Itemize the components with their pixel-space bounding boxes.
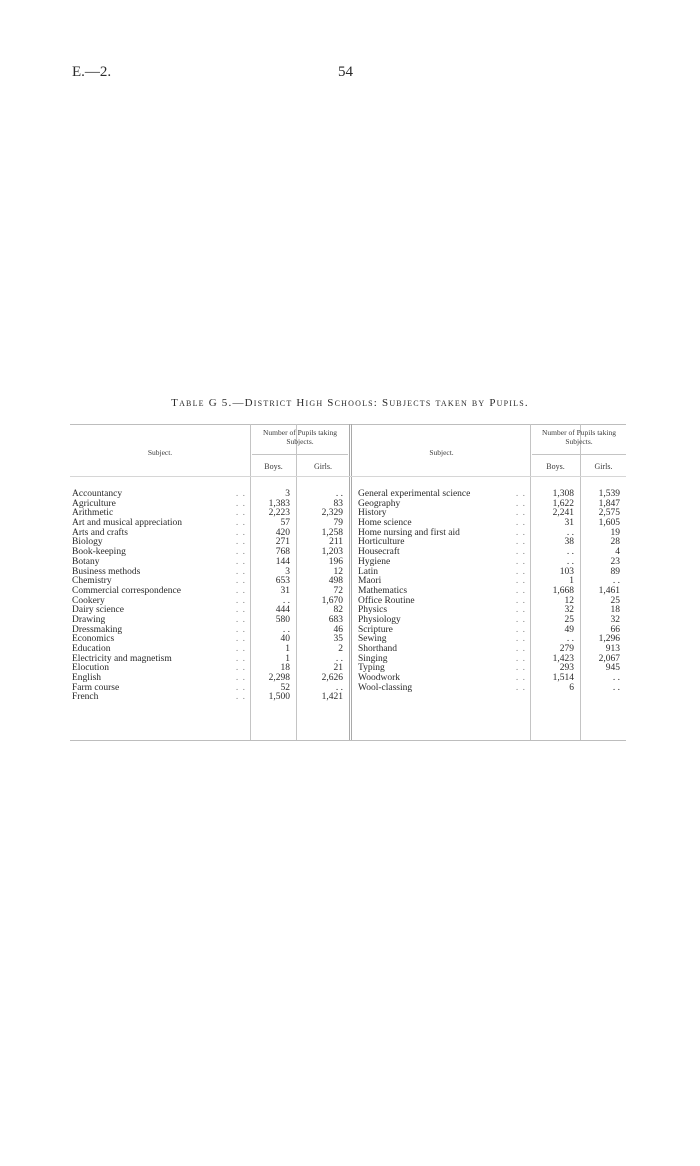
girls-value: 35: [333, 634, 343, 645]
boys-value: 1: [285, 644, 290, 654]
boys-value: 103: [559, 566, 574, 577]
leader-dots: . .: [515, 547, 526, 558]
leader-dots: . .: [235, 547, 246, 558]
subject-label: Dairy science: [72, 605, 124, 616]
subject-label: Biology: [72, 537, 103, 548]
leader-dots: . .: [235, 518, 246, 529]
boys-value: 49: [564, 624, 574, 635]
girls-value: 82: [333, 605, 343, 616]
table-row-subject: [358, 568, 526, 578]
girls-value: 196: [328, 556, 343, 567]
boys-value: 420: [275, 527, 290, 538]
subject-label: General experimental science: [358, 489, 471, 499]
leader-dots: . .: [515, 489, 526, 499]
boys-value: 279: [559, 644, 574, 654]
leader-dots: . .: [235, 682, 246, 693]
leader-dots: . .: [515, 498, 526, 509]
subject-label: Housecraft: [358, 547, 400, 558]
girls-value: 18: [610, 605, 620, 616]
page-reference: E.—2.: [72, 64, 112, 80]
boys-value: 57: [280, 518, 290, 529]
leader-dots: . .: [235, 537, 246, 548]
girls-value: 2,575: [598, 508, 620, 519]
subject-label: Mathematics: [358, 585, 408, 596]
girls-value: 945: [605, 663, 620, 674]
boys-value: 31: [564, 518, 574, 529]
subject-label: Chemistry: [72, 576, 112, 587]
boys-value: . .: [566, 556, 574, 567]
boys-value: 12: [564, 595, 574, 606]
girls-value: 683: [328, 614, 343, 625]
girls-value: 83: [333, 498, 343, 509]
boys-value: . .: [282, 624, 290, 635]
subject-label: Cookery: [72, 595, 105, 606]
girls-value: 2,329: [321, 508, 343, 519]
boys-value: 40: [280, 634, 290, 645]
girls-value: 46: [333, 624, 343, 635]
subject-label: Dressmaking: [72, 624, 123, 635]
table-title: Table G 5.—District High Schools: Subjects taken by Pupils.: [171, 397, 529, 409]
girls-value: 2,626: [321, 673, 343, 684]
subject-label: Accountancy: [72, 489, 123, 499]
leader-dots: . .: [515, 634, 526, 645]
girls-value: 25: [610, 595, 620, 606]
header-bottom-rule: [70, 476, 626, 477]
subject-label: Education: [72, 644, 111, 654]
girls-value: 79: [333, 518, 343, 529]
subject-label: Singing: [358, 653, 388, 664]
subject-label: Business methods: [72, 566, 141, 577]
right-header-rule: [532, 454, 626, 455]
girls-value: 1,203: [321, 547, 343, 558]
right-number-header: Number of Pupils taking Subjects.: [542, 428, 616, 446]
leader-dots: . .: [235, 624, 246, 635]
subject-label: French: [72, 692, 99, 703]
boys-value: 1,383: [268, 498, 290, 509]
girls-value: 211: [329, 537, 343, 548]
subjects-table: [70, 424, 626, 740]
girls-value: 72: [333, 585, 343, 596]
subject-label: Scripture: [358, 624, 393, 635]
subject-label: Elocution: [72, 663, 109, 674]
leader-dots: . .: [235, 489, 246, 499]
leader-dots: . .: [515, 508, 526, 519]
subject-label: Hygiene: [358, 556, 391, 567]
leader-dots: . .: [515, 527, 526, 538]
boys-value: 2,298: [268, 673, 290, 684]
boys-value: 444: [275, 605, 290, 616]
girls-value: 1,670: [321, 595, 343, 606]
subject-label: English: [72, 673, 102, 684]
leader-dots: . .: [515, 624, 526, 635]
subject-label: Book-keeping: [72, 547, 126, 558]
girls-value: 1,847: [598, 498, 620, 509]
leader-dots: . .: [235, 692, 246, 703]
boys-value: . .: [566, 547, 574, 558]
leader-dots: . .: [515, 556, 526, 567]
table-row-subject: [358, 684, 526, 694]
leader-dots: . .: [235, 527, 246, 538]
leader-dots: . .: [235, 644, 246, 654]
leader-dots: . .: [515, 644, 526, 654]
leader-dots: . .: [515, 673, 526, 684]
girls-value: 1,461: [598, 585, 620, 596]
left-boys-column: [251, 490, 296, 703]
girls-value: . .: [335, 489, 343, 499]
leader-dots: . .: [235, 614, 246, 625]
leader-dots: . .: [235, 576, 246, 587]
table-row-subject: [358, 558, 526, 568]
boys-value: 32: [564, 605, 574, 616]
boys-value: 3: [285, 566, 290, 577]
leader-dots: . .: [235, 673, 246, 684]
left-subject-header: Subject.: [147, 448, 173, 457]
table-row-subject: [72, 693, 246, 703]
page-number: 54: [338, 64, 353, 80]
subject-label: Wool-classing: [358, 682, 413, 693]
right-boys-column: [531, 490, 580, 693]
subject-label: Latin: [358, 566, 379, 577]
boys-value: 580: [275, 614, 290, 625]
leader-dots: . .: [235, 663, 246, 674]
divider-middle: [349, 424, 352, 740]
girls-value: 19: [610, 527, 620, 538]
subject-label: Home science: [358, 518, 412, 529]
leader-dots: . .: [515, 605, 526, 616]
girls-value: . .: [335, 653, 343, 664]
boys-value: 1: [569, 576, 574, 587]
boys-value: 18: [280, 663, 290, 674]
right-subject-header: Subject.: [429, 448, 454, 457]
boys-value: 1,514: [552, 673, 574, 684]
boys-value: . .: [566, 634, 574, 645]
girls-value: 913: [605, 644, 620, 654]
leader-dots: . .: [515, 663, 526, 674]
right-girls-header: Girls.: [594, 462, 613, 471]
subject-label: Physiology: [358, 614, 401, 625]
leader-dots: . .: [235, 605, 246, 616]
leader-dots: . .: [235, 634, 246, 645]
subject-label: Commercial correspondence: [72, 585, 181, 596]
left-girls-column: [297, 490, 349, 703]
table-top-rule: [70, 424, 626, 425]
leader-dots: . .: [515, 595, 526, 606]
girls-value: . .: [612, 682, 620, 693]
subject-label: Home nursing and first aid: [358, 527, 460, 538]
subject-label: Economics: [72, 634, 115, 645]
girls-value: 498: [328, 576, 343, 587]
leader-dots: . .: [235, 566, 246, 577]
girls-value: 1,296: [598, 634, 620, 645]
girls-value: 89: [610, 566, 620, 577]
leader-dots: . .: [515, 682, 526, 693]
leader-dots: . .: [235, 498, 246, 509]
boys-value: 52: [280, 682, 290, 693]
leader-dots: . .: [515, 614, 526, 625]
table-bottom-rule: [70, 740, 626, 741]
boys-value: 38: [564, 537, 574, 548]
boys-value: 31: [280, 585, 290, 596]
subject-label: Woodwork: [358, 673, 400, 684]
subject-label: Office Routine: [358, 595, 415, 606]
subject-label: Physics: [358, 605, 388, 616]
boys-value: 1,308: [552, 489, 574, 499]
boys-value: 768: [275, 547, 290, 558]
girls-value: 1,605: [598, 518, 620, 529]
subject-label: Shorthand: [358, 644, 398, 654]
subject-label: Maori: [358, 576, 382, 587]
subject-label: Horticulture: [358, 537, 405, 548]
subject-label: History: [358, 508, 387, 519]
leader-dots: . .: [235, 595, 246, 606]
girls-value: 21: [333, 663, 343, 674]
girls-value: 1,421: [321, 692, 343, 703]
subject-label: Farm course: [72, 682, 120, 693]
leader-dots: . .: [515, 585, 526, 596]
girls-value: 32: [610, 614, 620, 625]
boys-value: 144: [275, 556, 290, 567]
subject-label: Typing: [358, 663, 385, 674]
girls-value: 1,258: [321, 527, 343, 538]
subject-label: Arts and crafts: [72, 527, 128, 538]
leader-dots: . .: [515, 537, 526, 548]
right-boys-header: Boys.: [546, 462, 565, 471]
girls-value: 66: [610, 624, 620, 635]
boys-value: 25: [564, 614, 574, 625]
leader-dots: . .: [515, 566, 526, 577]
right-subject-column: [358, 490, 526, 693]
boys-value: 6: [569, 682, 574, 693]
girls-value: 4: [615, 547, 620, 558]
leader-dots: . .: [235, 508, 246, 519]
girls-value: . .: [612, 576, 620, 587]
boys-value: 1: [285, 653, 290, 664]
boys-value: 1,423: [552, 653, 574, 664]
subject-label: Drawing: [72, 614, 106, 625]
boys-value: 2,241: [552, 508, 574, 519]
girls-value: 2,067: [598, 653, 620, 664]
leader-dots: . .: [235, 585, 246, 596]
girls-value: 28: [610, 537, 620, 548]
left-number-header: Number of Pupils taking Subjects.: [263, 428, 337, 446]
girls-value: 12: [333, 566, 343, 577]
subject-label: Electricity and magnetism: [72, 653, 172, 664]
girls-value: 2: [338, 644, 343, 654]
subject-label: Sewing: [358, 634, 387, 645]
boys-value: 1,622: [552, 498, 574, 509]
boys-value: 293: [559, 663, 574, 674]
boys-value: 1,500: [268, 692, 290, 703]
leader-dots: . .: [515, 653, 526, 664]
leader-dots: . .: [515, 518, 526, 529]
leader-dots: . .: [235, 653, 246, 664]
leader-dots: . .: [515, 576, 526, 587]
girls-value: 1,539: [598, 489, 620, 499]
right-girls-column: [581, 490, 626, 693]
boys-value: 3: [285, 489, 290, 499]
boys-value: 653: [275, 576, 290, 587]
leader-dots: . .: [235, 556, 246, 567]
subject-label: Arithmetic: [72, 508, 114, 519]
girls-value: . .: [335, 682, 343, 693]
girls-value: 23: [610, 556, 620, 567]
subject-label: Botany: [72, 556, 100, 567]
left-girls-header: Girls.: [314, 462, 332, 471]
boys-value: 1,668: [552, 585, 574, 596]
subject-label: Geography: [358, 498, 401, 509]
boys-value: . .: [566, 527, 574, 538]
girls-value: . .: [612, 673, 620, 684]
boys-value: 2,223: [268, 508, 290, 519]
subject-label: Agriculture: [72, 498, 116, 509]
boys-value: 271: [275, 537, 290, 548]
subject-label: Art and musical appreciation: [72, 518, 183, 529]
boys-value: . .: [282, 595, 290, 606]
left-boys-header: Boys.: [264, 462, 283, 471]
left-header-rule: [252, 454, 348, 455]
left-subject-column: [72, 490, 246, 703]
